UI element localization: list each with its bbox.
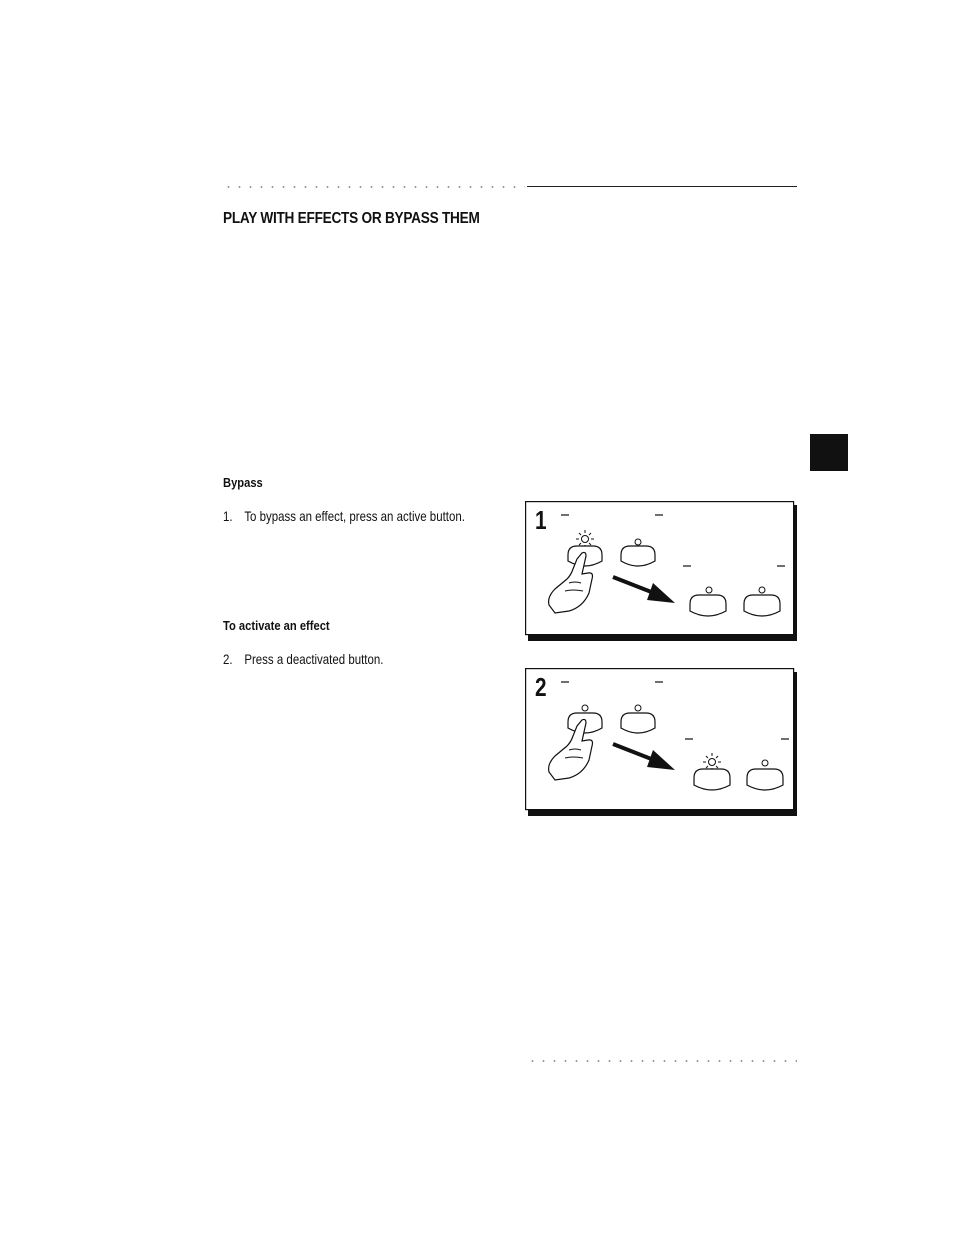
bypass-subheading: Bypass <box>223 475 263 490</box>
figure-2-number: 2 <box>535 672 547 702</box>
bypass-step-text: To bypass an effect, press an active button. <box>244 508 465 524</box>
chapter-tab-marker <box>810 434 848 471</box>
figure-1-panel <box>525 501 797 641</box>
activate-step-text: Press a deactivated button. <box>244 651 384 667</box>
figure-2-button-c <box>694 769 730 790</box>
figure-1-button-c <box>690 595 726 616</box>
figure-1-led-d-icon <box>759 587 765 593</box>
bypass-step <box>223 508 465 524</box>
figure-1-number: 1 <box>535 505 547 535</box>
figure-2-panel <box>525 668 797 816</box>
figure-2-illustration <box>525 668 797 816</box>
figure-1-button-d <box>744 595 780 616</box>
top-solid-rule <box>527 186 797 187</box>
figure-1-led-b-icon <box>635 539 641 545</box>
figure-1-button-b <box>621 546 655 566</box>
section-heading: PLAY WITH EFFECTS OR BYPASS THEM <box>223 210 480 227</box>
figure-2-led-b-icon <box>635 705 641 711</box>
figure-1-illustration <box>525 501 797 641</box>
activate-subheading: To activate an effect <box>223 618 330 633</box>
figure-2-button-d <box>747 769 783 790</box>
activate-step-number: 2. <box>223 651 233 667</box>
top-dotted-rule <box>223 186 525 188</box>
figure-2-button-b <box>621 713 655 733</box>
figure-2-led-a-icon <box>582 705 588 711</box>
bottom-dotted-rule <box>527 1060 797 1062</box>
figure-2-led-d-icon <box>762 760 768 766</box>
activate-step <box>223 651 383 667</box>
figure-1-led-c-icon <box>706 587 712 593</box>
bypass-step-number: 1. <box>223 508 233 524</box>
